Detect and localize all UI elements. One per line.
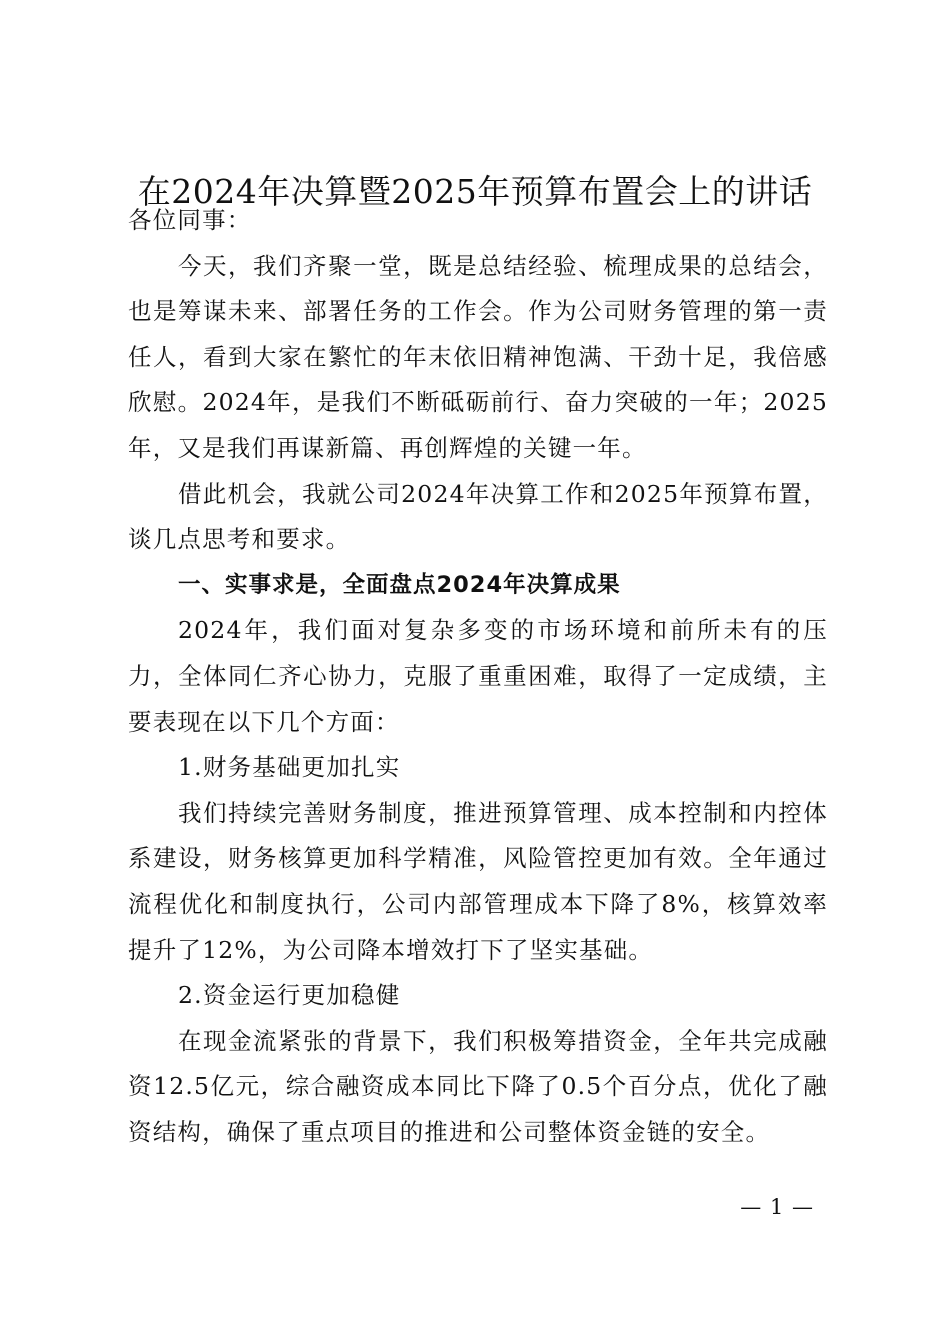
salutation: 各位同事： — [128, 206, 252, 234]
page-number: — 1 — — [740, 1195, 814, 1219]
paragraph-opening: 今天，我们齐聚一堂，既是总结经验、梳理成果的总结会，也是筹谋未来、部署任务的工作会。作为公司财务管理的第一责任人，看到大家在繁忙的年末依旧精神饱满、干劲十足，我倍感欣慰。2024年，是我们不断砥砺前行、奋力突破的一年；2025年，又是我们再谋新篇、再创辉煌的关键一年。 — [128, 251, 828, 462]
subheading-2: 2.资金运行更加稳健 — [178, 981, 401, 1010]
section-heading-1: 一、实事求是，全面盘点2024年决算成果 — [178, 571, 621, 598]
paragraph-capital-operation: 在现金流紧张的背景下，我们积极筹措资金，全年共完成融资12.5亿元，综合融资成本同比下降了0.5个百分点，优化了融资结构，确保了重点项目的推进和公司整体资金链的安全。 — [128, 1026, 828, 1146]
paragraph-finance-foundation: 我们持续完善财务制度，推进预算管理、成本控制和内控体系建设，财务核算更加科学精准，风险管控更加有效。全年通过流程优化和制度执行，公司内部管理成本下降了8%，核算效率提升了12%，为公司降本增效打下了坚实基础。 — [128, 798, 828, 964]
paragraph-intro: 借此机会，我就公司2024年决算工作和2025年预算布置，谈几点思考和要求。 — [128, 479, 828, 554]
paragraph-section1-intro: 2024年，我们面对复杂多变的市场环境和前所未有的压力，全体同仁齐心协力，克服了重重困难，取得了一定成绩，主要表现在以下几个方面： — [128, 616, 828, 736]
document-body — [128, 198, 828, 1155]
document-title: 在2024年决算暨2025年预算布置会上的讲话 — [137, 172, 813, 211]
subheading-1: 1.财务基础更加扎实 — [178, 753, 401, 782]
